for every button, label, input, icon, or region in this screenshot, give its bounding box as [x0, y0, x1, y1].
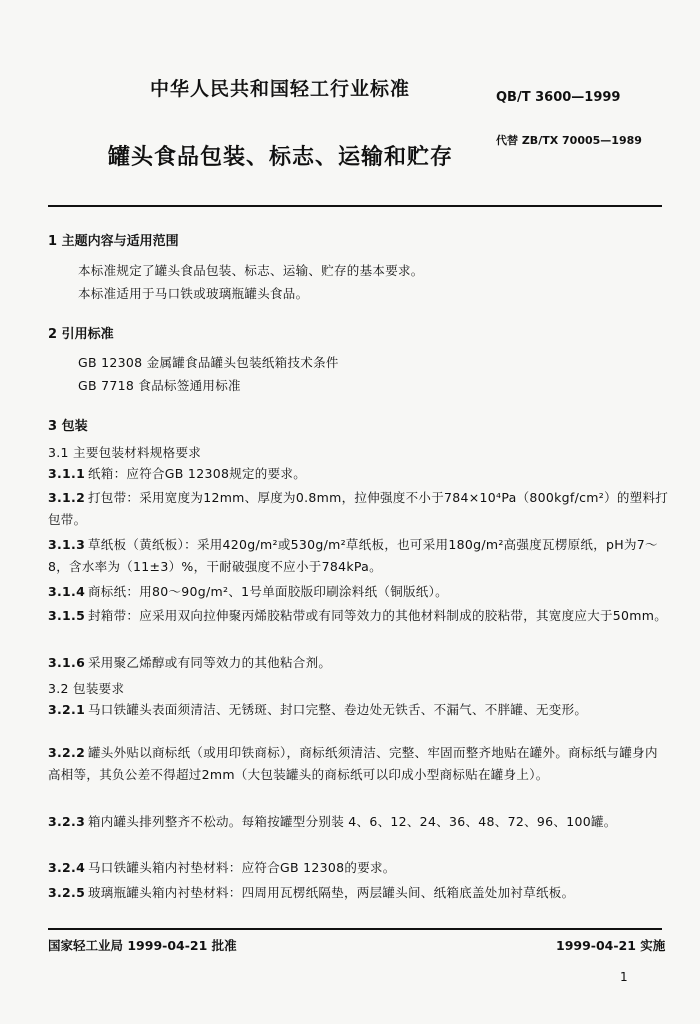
- clause-number: 3.2.4: [48, 860, 86, 875]
- clause-text: 草纸板（黄纸板）：采用420g/m²或530g/m²草纸板，也可采用180g/m²高强度瓦楞原纸，pH为7～8，含水率为（11±3）%，干耐破强度不应小于784kPa。: [48, 537, 658, 574]
- section-3-heading: 3 包装: [48, 419, 88, 434]
- clause-3-1-6: [48, 652, 670, 674]
- clause-text: 封箱带：应采用双向拉伸聚丙烯胶粘带或有同等效力的其他材料制成的胶粘带，其宽度应大于50mm。: [88, 608, 668, 623]
- header-divider: [48, 205, 662, 207]
- footer-divider: [48, 928, 662, 930]
- clause-number: 3.2.5: [48, 885, 86, 900]
- section-1-line: 本标准适用于马口铁或玻璃瓶罐头食品。: [78, 286, 309, 301]
- reference-item: GB 12308 金属罐食品罐头包装纸箱技术条件: [78, 355, 339, 370]
- clause-number: 3.1.1: [48, 466, 86, 481]
- page-number: 1: [620, 970, 628, 984]
- replaces-standard: 代替 ZB/TX 70005—1989: [496, 134, 642, 147]
- clause-text: 采用聚乙烯醇或有同等效力的其他粘合剂。: [88, 655, 332, 670]
- section-1-heading: 1 主题内容与适用范围: [48, 234, 179, 249]
- clause-number: 3.2.3: [48, 814, 86, 829]
- reference-item: GB 7718 食品标签通用标准: [78, 378, 241, 393]
- clause-text: 箱内罐头排列整齐不松动。每箱按罐型分别装 4、6、12、24、36、48、72、96、100罐。: [88, 814, 617, 829]
- clause-3-1-1: [48, 463, 670, 485]
- implementation-note: 1999-04-21 实施: [556, 938, 666, 953]
- clause-number: 3.2.1: [48, 702, 86, 717]
- clause-3-2-2: [48, 742, 670, 786]
- clause-text: 马口铁罐头表面须清洁、无锈斑、封口完整、卷边处无铁舌、不漏气、不胖罐、无变形。: [88, 702, 588, 717]
- clause-number: 3.1.3: [48, 537, 86, 552]
- clause-3-1-5: [48, 605, 670, 627]
- clause-text: 商标纸：用80～90g/m²、1号单面胶版印刷涂料纸（铜版纸）。: [88, 584, 448, 599]
- section-2-heading: 2 引用标准: [48, 327, 114, 342]
- section-1-line: 本标准规定了罐头食品包装、标志、运输、贮存的基本要求。: [78, 263, 424, 278]
- clause-text: 罐头外贴以商标纸（或用印铁商标），商标纸须清洁、完整、牢固而整齐地贴在罐外。商标纸与罐身内高相等，其负公差不得超过2mm（大包装罐头的商标纸可以印成小型商标贴在罐身上）。: [48, 745, 658, 782]
- clause-text: 纸箱：应符合GB 12308规定的要求。: [88, 466, 306, 481]
- clause-3-2-3: [48, 811, 670, 833]
- clause-3-1-2: [48, 487, 670, 531]
- standard-type-heading: 中华人民共和国轻工行业标准: [150, 78, 411, 100]
- clause-number: 3.2.2: [48, 745, 86, 760]
- clause-text: 打包带：采用宽度为12mm、厚度为0.8mm，拉伸强度不小于784×10⁴Pa（800kgf/cm²）的塑料打包带。: [48, 490, 669, 527]
- clause-text: 玻璃瓶罐头箱内衬垫材料：四周用瓦楞纸隔垫，两层罐头间、纸箱底盖处加衬草纸板。: [88, 885, 575, 900]
- clause-3-2-5: [48, 882, 670, 904]
- clause-3-1-3: [48, 534, 670, 578]
- subsection-3-2-heading: 3.2 包装要求: [48, 681, 125, 696]
- clause-number: 3.1.5: [48, 608, 86, 623]
- clause-number: 3.1.2: [48, 490, 86, 505]
- clause-3-2-4: [48, 857, 670, 879]
- approval-note: 国家轻工业局 1999-04-21 批准: [48, 938, 237, 953]
- clause-3-1-4: [48, 581, 670, 603]
- clause-number: 3.1.4: [48, 584, 86, 599]
- standard-code: QB/T 3600—1999: [496, 90, 621, 105]
- clause-number: 3.1.6: [48, 655, 86, 670]
- clause-3-2-1: [48, 699, 670, 721]
- clause-text: 马口铁罐头箱内衬垫材料：应符合GB 12308的要求。: [88, 860, 396, 875]
- document-title: 罐头食品包装、标志、运输和贮存: [108, 145, 454, 170]
- subsection-3-1-heading: 3.1 主要包装材料规格要求: [48, 445, 202, 460]
